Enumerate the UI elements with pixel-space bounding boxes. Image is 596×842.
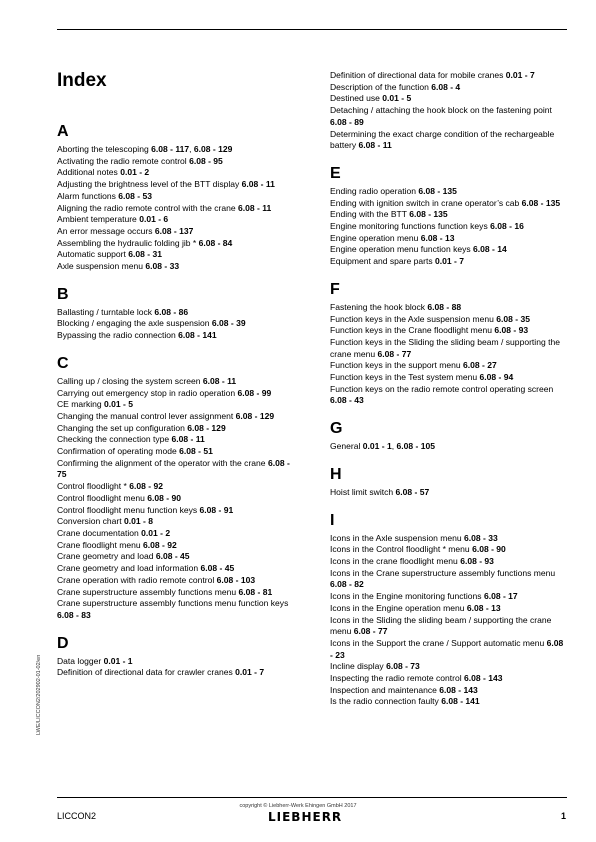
- entry-text: Icons in the Control floodlight * menu: [330, 544, 473, 555]
- entry-text: Activating the radio remote control: [57, 155, 190, 166]
- entry-text: Is the radio connection faulty: [330, 696, 442, 707]
- entry-text: Icons in the Axle suspension menu: [330, 532, 464, 543]
- entry-text: Hoist limit switch: [330, 486, 396, 497]
- index-column-right: [330, 70, 566, 720]
- entry-page-ref[interactable]: 6.08 - 11: [202, 375, 237, 386]
- index-entry: [330, 603, 566, 615]
- index-entry: [57, 423, 293, 435]
- entry-text: Icons in the Engine operation menu: [330, 602, 467, 613]
- entry-text: Icons in the crane floodlight menu: [330, 555, 461, 566]
- index-entry: [57, 167, 293, 179]
- index-entry: [330, 70, 566, 82]
- entry-text: Axle suspension menu: [57, 261, 146, 272]
- entry-text: Determining the exact charge condition of the rechargeable battery: [330, 128, 555, 151]
- entry-page-ref[interactable]: 6.08 - 143: [439, 684, 478, 695]
- entry-page-ref[interactable]: 6.08 - 45: [200, 563, 235, 574]
- index-entry: [57, 587, 293, 599]
- entry-page-ref[interactable]: 6.08 - 73: [386, 661, 420, 672]
- entry-text: Icons in the Sliding the sliding beam / supporting the crane menu: [330, 614, 552, 637]
- index-entry: [57, 434, 293, 446]
- entry-text: Crane superstructure assembly functions menu function keys: [57, 598, 289, 609]
- entry-text: Crane floodlight menu: [57, 539, 143, 550]
- entry-page-ref[interactable]: 0.01 - 7: [505, 70, 535, 80]
- index-section: [57, 285, 293, 342]
- entry-text: CE marking: [57, 399, 105, 410]
- entry-text: Destined use: [330, 93, 383, 104]
- entry-text: Data logger: [57, 655, 104, 666]
- section-letter: E: [330, 164, 341, 182]
- entry-text: Function keys in the Crane floodlight menu: [330, 325, 495, 336]
- index-entry: [330, 638, 566, 661]
- index-entry: [57, 330, 293, 342]
- entry-page-ref[interactable]: 6.08 - 11: [171, 434, 205, 445]
- index-entry: [330, 82, 566, 94]
- entry-page-ref[interactable]: 6.08 - 117: [151, 144, 190, 154]
- entry-page-ref[interactable]: 6.08 - 16: [490, 221, 524, 232]
- entry-text: Function keys on the radio remote control operating screen: [330, 383, 554, 394]
- index-entry: [57, 411, 293, 423]
- index-section: [330, 280, 566, 407]
- document-code: LICCON2: [57, 811, 97, 821]
- entry-page-ref[interactable]: 6.08 - 105: [396, 441, 436, 452]
- entry-page-ref[interactable]: 6.08 - 51: [179, 446, 213, 457]
- section-letter: A: [57, 123, 69, 140]
- entry-page-ref[interactable]: 6.08 - 11: [358, 140, 392, 151]
- index-entry: [330, 533, 566, 545]
- liebherr-logo: LIEBHERR: [268, 810, 343, 824]
- index-entry: [330, 221, 566, 233]
- index-section: [330, 419, 566, 453]
- index-entry: [330, 233, 566, 245]
- entry-page-ref[interactable]: 0.01 - 5: [104, 399, 134, 410]
- entry-text: Icons in the Support the crane / Support automatic menu: [330, 637, 547, 648]
- entry-text: Fastening the hook block: [330, 301, 428, 312]
- entry-text: Detaching / attaching the hook block on the fastening point: [330, 105, 552, 116]
- entry-page-ref[interactable]: 6.08 - 82: [330, 579, 364, 590]
- entry-page-ref[interactable]: 6.08 - 135: [418, 185, 457, 196]
- index-entry: [330, 198, 566, 210]
- entry-text: Adjusting the brightness level of the BTT display: [57, 179, 242, 190]
- index-entry: [330, 337, 566, 360]
- entry-separator: ,: [189, 144, 194, 154]
- index-section: [330, 164, 566, 268]
- entry-text: Carrying out emergency stop in radio operation: [57, 387, 238, 398]
- index-entry: [57, 238, 293, 250]
- entry-page-ref[interactable]: 6.08 - 141: [178, 330, 217, 341]
- section-letter: F: [330, 280, 340, 298]
- entry-page-ref[interactable]: 6.08 - 39: [211, 318, 246, 329]
- entry-page-ref[interactable]: 6.08 - 129: [187, 422, 226, 433]
- entry-page-ref[interactable]: 6.08 - 92: [129, 481, 163, 492]
- index-entry: [57, 249, 293, 261]
- entry-page-ref[interactable]: 0.01 - 7: [435, 256, 464, 267]
- entry-text: Changing the manual control lever assignment: [57, 410, 236, 421]
- entry-text: Crane documentation: [57, 527, 142, 538]
- entry-page-ref[interactable]: 6.08 - 93: [460, 555, 494, 566]
- entry-text: Ending with ignition switch in crane operator’s cab: [330, 197, 522, 208]
- index-entry: [330, 129, 566, 152]
- entry-text: Confirmation of operating mode: [57, 446, 180, 457]
- entry-page-ref[interactable]: 0.01 - 2: [141, 527, 171, 538]
- header-rule: [57, 29, 567, 30]
- entry-page-ref[interactable]: 6.08 - 90: [472, 544, 506, 555]
- index-entry: [330, 105, 566, 128]
- entry-page-ref[interactable]: 6.08 - 33: [145, 261, 180, 272]
- entry-page-ref[interactable]: 6.08 - 77: [377, 348, 412, 359]
- entry-page-ref[interactable]: 6.08 - 143: [463, 673, 503, 684]
- entry-text: Engine operation menu: [330, 232, 421, 243]
- entry-text: Aligning the radio remote control with the crane: [57, 202, 239, 213]
- entry-text: Function keys in the Axle suspension menu: [330, 313, 497, 324]
- entry-text: Alarm functions: [57, 190, 119, 201]
- entry-text: Checking the connection type: [57, 434, 172, 445]
- entry-page-ref[interactable]: 6.08 - 90: [147, 492, 182, 503]
- index-section: [57, 354, 293, 622]
- entry-page-ref[interactable]: 6.08 - 129: [193, 144, 233, 154]
- entry-text: Assembling the hydraulic folding jib *: [57, 237, 199, 248]
- index-entry: [330, 372, 566, 384]
- index-entry: [330, 314, 566, 326]
- index-entry: [330, 556, 566, 568]
- index-entry: [330, 591, 566, 603]
- section-letter: I: [330, 511, 335, 529]
- entry-text: Crane geometry and load information: [57, 563, 201, 574]
- entry-page-ref[interactable]: 6.08 - 92: [143, 539, 177, 550]
- entry-text: Definition of directional data for crawler cranes: [57, 667, 236, 678]
- entry-text: Equipment and spare parts: [330, 256, 435, 267]
- section-letter: D: [57, 634, 69, 652]
- entry-text: Function keys in the support menu: [330, 360, 464, 371]
- index-entry: [57, 261, 293, 273]
- entry-page-ref[interactable]: 6.08 - 31: [128, 249, 163, 260]
- index-entry: [57, 667, 293, 679]
- entry-page-ref[interactable]: 0.01 - 5: [382, 93, 412, 104]
- entry-page-ref[interactable]: 6.08 - 89: [330, 116, 364, 127]
- entry-text: Changing the set up configuration: [57, 422, 188, 433]
- index-entry: [57, 179, 293, 191]
- entry-text: Ambient temperature: [57, 214, 140, 225]
- index-entry: [57, 156, 293, 168]
- index-section: [330, 511, 566, 709]
- index-entry: [57, 318, 293, 330]
- index-entry: [57, 481, 293, 493]
- index-entry: [57, 144, 293, 156]
- entry-text: Automatic support: [57, 249, 129, 260]
- entry-separator: ,: [391, 441, 397, 452]
- entry-text: Calling up / closing the system screen: [57, 375, 203, 386]
- section-letter: H: [330, 465, 342, 483]
- index-entry: [330, 384, 566, 407]
- entry-text: Function keys in the Test system menu: [330, 372, 480, 383]
- index-entry: [57, 575, 293, 587]
- entry-page-ref[interactable]: 6.08 - 137: [154, 225, 194, 236]
- entry-text: Ending with the BTT: [330, 209, 410, 220]
- entry-page-ref[interactable]: 0.01 - 1: [362, 441, 392, 452]
- entry-page-ref[interactable]: 0.01 - 6: [139, 214, 169, 225]
- index-entry: [330, 661, 566, 673]
- entry-text: Crane operation with radio remote control: [57, 574, 217, 585]
- index-entry: [57, 516, 293, 528]
- index-entry: [330, 696, 566, 708]
- entry-text: Inspection and maintenance: [330, 684, 440, 695]
- index-entry: [57, 399, 293, 411]
- entry-page-ref[interactable]: 6.08 - 77: [353, 626, 388, 637]
- index-entry: [330, 360, 566, 372]
- entry-text: Function keys in the Sliding the sliding beam / supporting the crane menu: [330, 336, 560, 359]
- index-entry: [57, 551, 293, 563]
- index-entry: [330, 244, 566, 256]
- entry-page-ref[interactable]: 6.08 - 83: [57, 609, 91, 620]
- index-entry: [57, 203, 293, 215]
- entry-page-ref[interactable]: 6.08 - 84: [198, 237, 233, 248]
- entry-page-ref[interactable]: 0.01 - 2: [120, 167, 150, 178]
- index-section: [57, 634, 293, 679]
- index-entry: [330, 93, 566, 105]
- index-entry: [330, 441, 566, 453]
- entry-page-ref[interactable]: 0.01 - 8: [123, 516, 153, 527]
- page-title: Index: [57, 70, 107, 91]
- index-entry: [57, 191, 293, 203]
- entry-page-ref[interactable]: 6.08 - 14: [473, 244, 507, 255]
- entry-page-ref[interactable]: 6.08 - 11: [238, 202, 272, 213]
- entry-page-ref[interactable]: 6.08 - 129: [235, 410, 275, 421]
- entry-page-ref[interactable]: 6.08 - 93: [494, 325, 529, 336]
- entry-page-ref[interactable]: 6.08 - 103: [216, 574, 256, 585]
- entry-page-ref[interactable]: 6.08 - 35: [496, 313, 531, 324]
- index-section: [330, 465, 566, 499]
- entry-text: Description of the function: [330, 81, 432, 92]
- entry-page-ref[interactable]: 6.08 - 141: [441, 696, 480, 707]
- entry-text: Bypassing the radio connection: [57, 330, 179, 341]
- entry-page-ref[interactable]: 6.08 - 91: [199, 504, 234, 515]
- entry-page-ref[interactable]: 6.08 - 45: [155, 551, 190, 562]
- page-number: 1: [561, 811, 567, 821]
- index-entry: [330, 186, 566, 198]
- entry-text: Ballasting / turntable lock: [57, 306, 155, 317]
- entry-text: Blocking / engaging the axle suspension: [57, 318, 212, 329]
- entry-page-ref[interactable]: 0.01 - 1: [103, 655, 133, 666]
- entry-page-ref[interactable]: 6.08 - 43: [330, 395, 364, 406]
- entry-text: Confirming the alignment of the operator with the crane: [57, 457, 268, 468]
- index-entry: [57, 528, 293, 540]
- entry-page-ref[interactable]: 6.08 - 23: [330, 637, 564, 660]
- copyright-notice: copyright © Liebherr-Werk Ehingen GmbH 2017: [239, 803, 357, 809]
- entry-text: Icons in the Crane superstructure assembly functions menu: [330, 567, 556, 578]
- entry-page-ref[interactable]: 6.08 - 13: [466, 602, 501, 613]
- entry-page-ref[interactable]: 6.08 - 94: [479, 372, 514, 383]
- index-entry: [330, 615, 566, 638]
- index-entry: [57, 540, 293, 552]
- entry-text: Engine operation menu function keys: [330, 244, 474, 255]
- entry-text: Crane geometry and load: [57, 551, 156, 562]
- entry-text: Engine monitoring functions function keys: [330, 221, 491, 232]
- entry-text: Crane superstructure assembly functions menu: [57, 586, 239, 597]
- index-entry: [57, 458, 293, 481]
- section-letter: B: [57, 285, 69, 303]
- index-entry: [57, 598, 293, 621]
- index-entry: [57, 446, 293, 458]
- footer-rule: [57, 797, 567, 798]
- entry-text: Icons in the Engine monitoring functions: [330, 591, 484, 602]
- index-entry: [57, 563, 293, 575]
- entry-text: Control floodlight *: [57, 481, 130, 492]
- section-letter: C: [57, 354, 69, 372]
- entry-text: Additional notes: [57, 167, 121, 178]
- entry-page-ref[interactable]: 6.08 - 75: [57, 457, 290, 480]
- index-entry: [57, 656, 293, 668]
- entry-text: Inspecting the radio remote control: [330, 673, 464, 684]
- document-side-code: LWE/LICCON2/202902-01-02/en: [36, 654, 42, 735]
- index-entry: [57, 505, 293, 517]
- entry-page-ref[interactable]: 6.08 - 33: [463, 532, 498, 543]
- index-entry: [330, 209, 566, 221]
- entry-page-ref[interactable]: 6.08 - 17: [483, 591, 518, 602]
- entry-text: Conversion chart: [57, 516, 124, 527]
- entry-page-ref[interactable]: 6.08 - 27: [463, 360, 497, 371]
- index-entry: [330, 673, 566, 685]
- entry-text: Ending radio operation: [330, 185, 419, 196]
- entry-page-ref[interactable]: 6.08 - 13: [420, 232, 455, 243]
- entry-text: An error message occurs: [57, 225, 155, 236]
- index-entry: [330, 325, 566, 337]
- index-entry: [57, 388, 293, 400]
- index-entry: [57, 307, 293, 319]
- entry-page-ref[interactable]: 6.08 - 135: [521, 197, 561, 208]
- index-entry: [330, 302, 566, 314]
- entry-page-ref[interactable]: 6.08 - 95: [189, 155, 223, 166]
- entry-page-ref[interactable]: 6.08 - 4: [431, 81, 461, 92]
- entry-page-ref[interactable]: 6.08 - 88: [427, 301, 462, 312]
- entry-text: Definition of directional data for mobile cranes: [330, 70, 506, 80]
- entry-text: General: [330, 441, 363, 452]
- entry-page-ref[interactable]: 6.08 - 86: [154, 306, 189, 317]
- index-entry: [330, 685, 566, 697]
- entry-text: Aborting the telescoping: [57, 144, 152, 154]
- section-letter: G: [330, 420, 343, 438]
- entry-text: Control floodlight menu function keys: [57, 504, 200, 515]
- entry-page-ref[interactable]: 0.01 - 7: [235, 667, 265, 678]
- entry-page-ref[interactable]: 6.08 - 135: [409, 209, 448, 220]
- index-section-continued: [330, 70, 566, 152]
- index-entry: [57, 226, 293, 238]
- index-entry: [57, 214, 293, 226]
- entry-page-ref[interactable]: 6.08 - 99: [237, 387, 272, 398]
- entry-page-ref[interactable]: 6.08 - 11: [241, 179, 275, 190]
- index-entry: [330, 487, 566, 499]
- index-entry: [330, 256, 566, 268]
- entry-text: Control floodlight menu: [57, 492, 148, 503]
- index-entry: [330, 568, 566, 591]
- index-column-left: [57, 122, 293, 691]
- entry-page-ref[interactable]: 6.08 - 57: [395, 486, 430, 497]
- entry-page-ref[interactable]: 6.08 - 81: [238, 586, 273, 597]
- index-entry: [330, 544, 566, 556]
- index-entry: [57, 376, 293, 388]
- entry-text: Incline display: [330, 661, 387, 672]
- index-entry: [57, 493, 293, 505]
- index-section: [57, 122, 293, 273]
- entry-page-ref[interactable]: 6.08 - 53: [118, 190, 153, 201]
